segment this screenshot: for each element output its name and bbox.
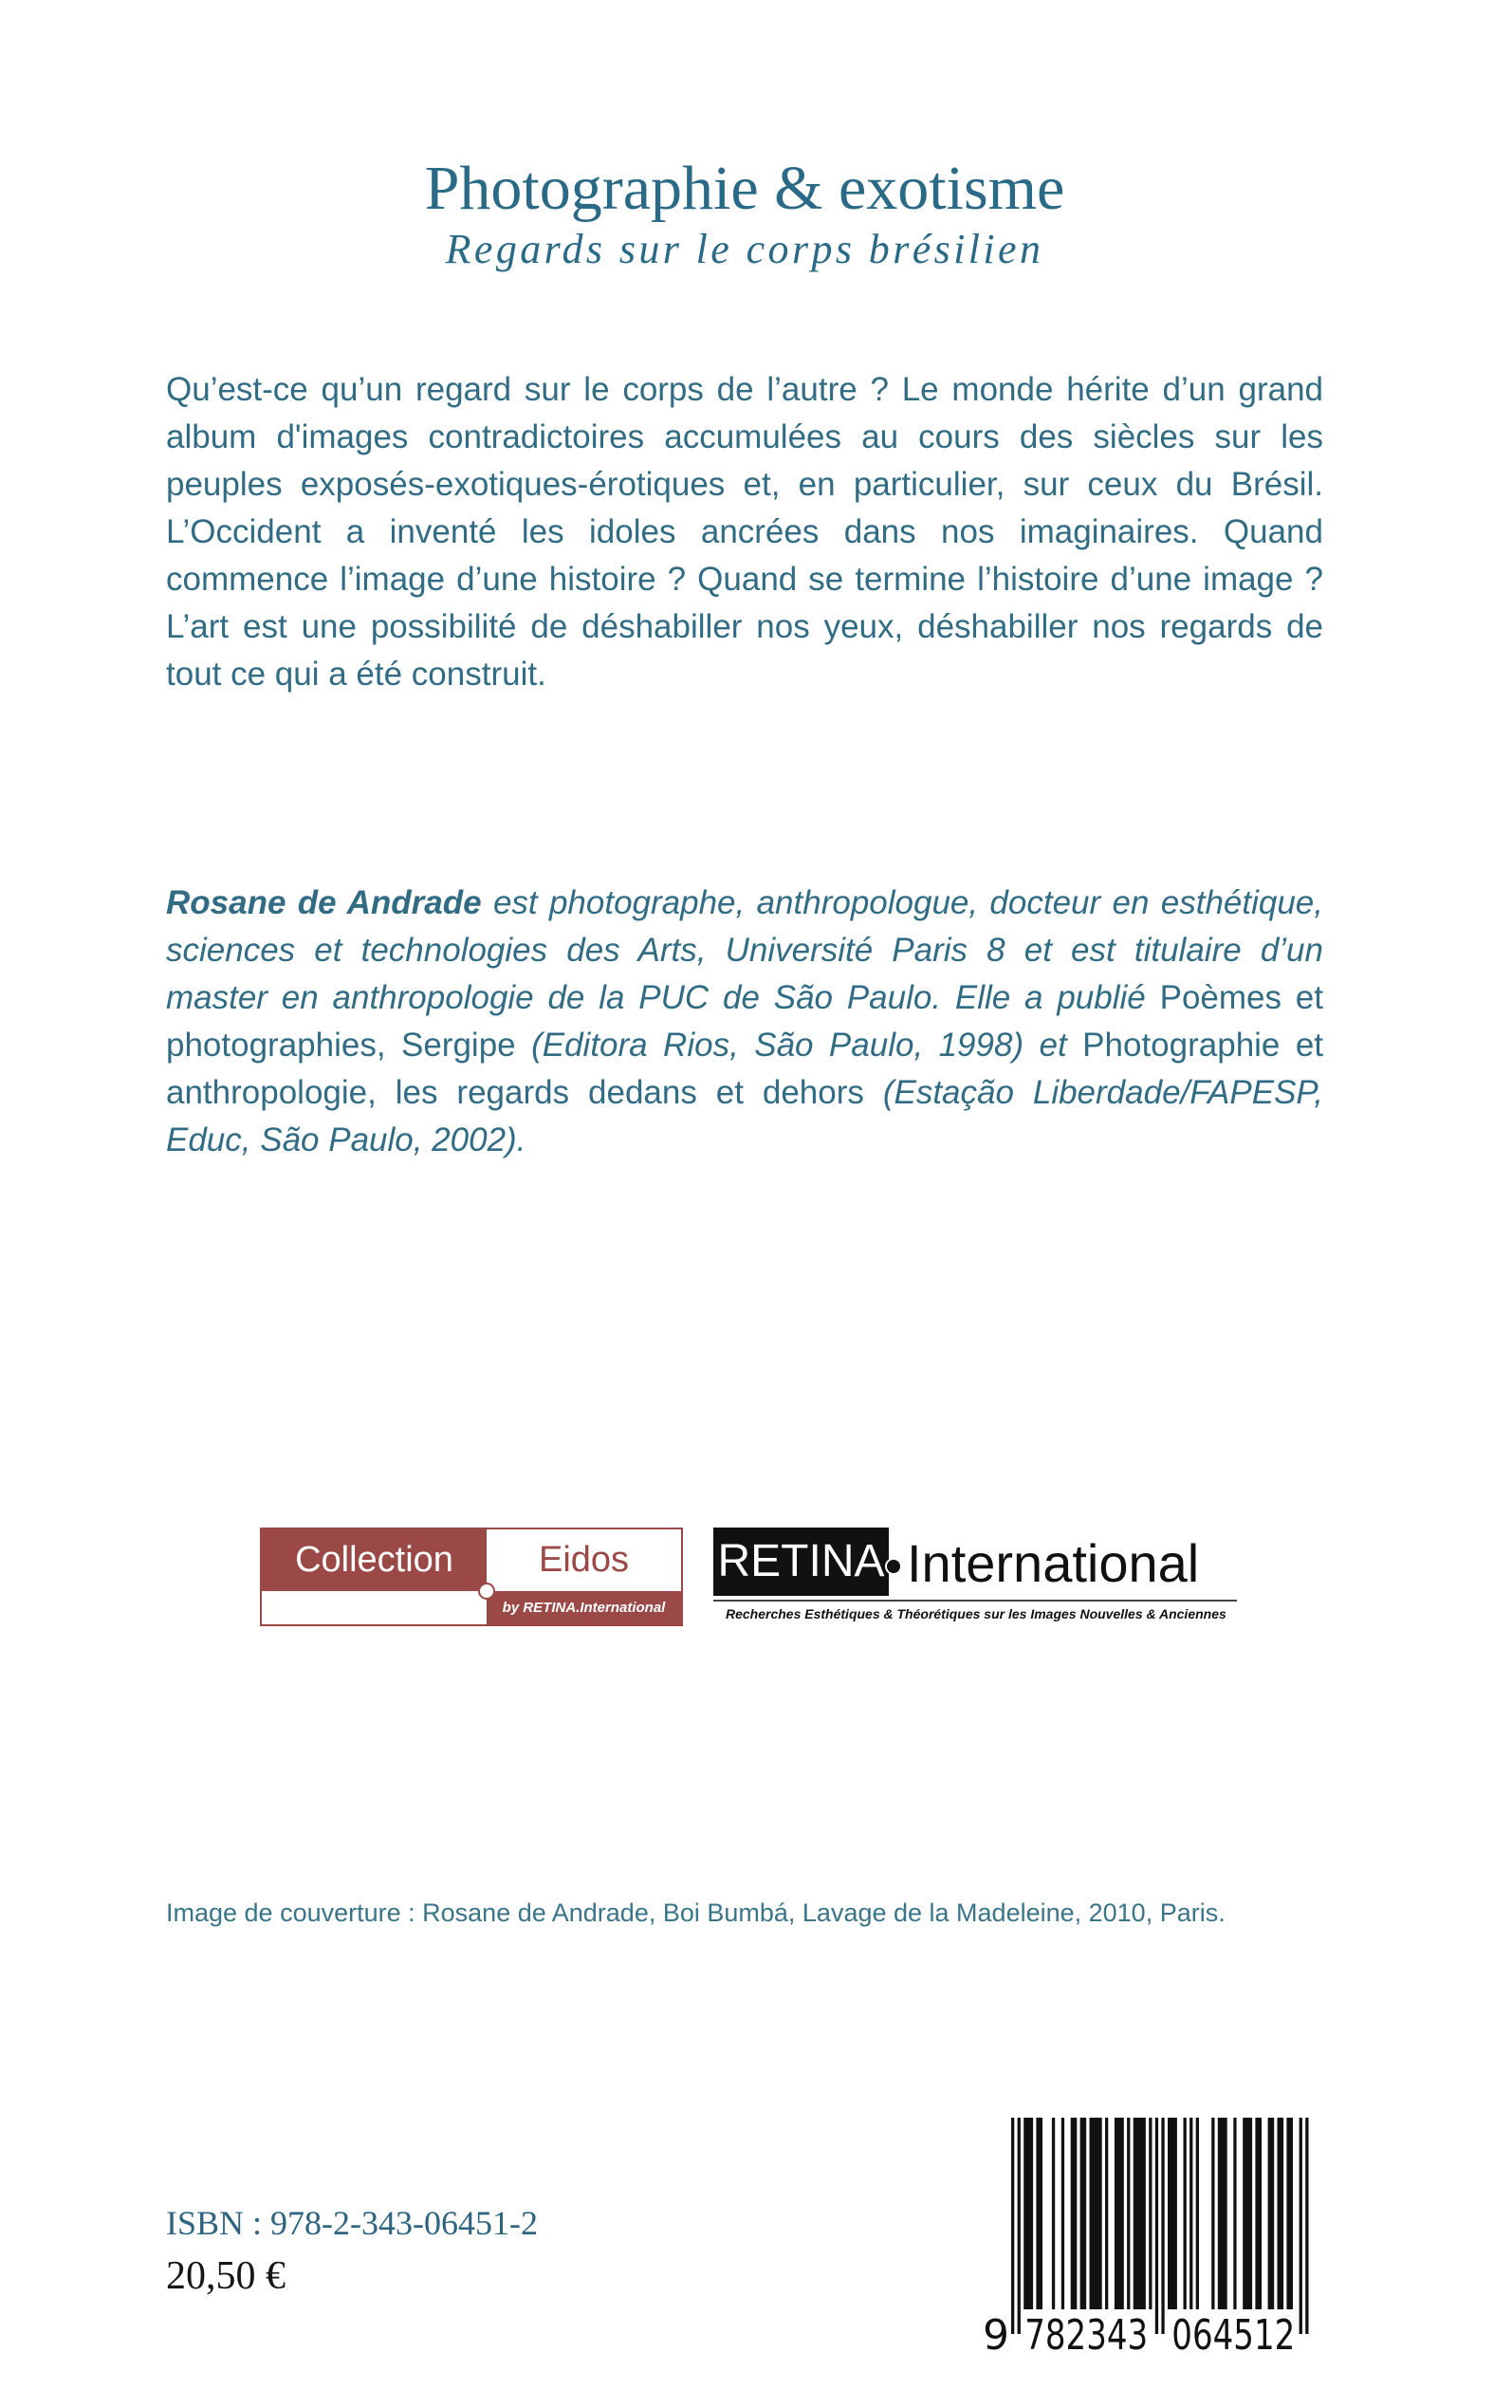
author-bio-paragraph	[166, 880, 1323, 1164]
barcode-bars	[1011, 2118, 1309, 2334]
barcode-left-digits: 782343	[1024, 2311, 1149, 2360]
barcode-bar	[1105, 2118, 1108, 2309]
barcode-guard-bar	[1161, 2118, 1164, 2334]
barcode-guard-bar	[1305, 2118, 1308, 2334]
barcode-bar	[1036, 2118, 1042, 2309]
barcode-guard-bar	[1018, 2118, 1021, 2334]
barcode-bar	[1168, 2118, 1177, 2309]
retina-logo-dot	[885, 1558, 902, 1575]
barcode-bar	[1286, 2118, 1293, 2309]
barcode-bar	[1243, 2118, 1252, 2309]
barcode-guard-bar	[1011, 2118, 1014, 2334]
barcode-bar	[1211, 2118, 1214, 2309]
barcode-bar	[1080, 2118, 1087, 2309]
barcode-bar	[1061, 2118, 1064, 2309]
author-name: Rosane de Andrade	[166, 884, 482, 921]
title-block	[365, 151, 1124, 276]
barcode-bar	[1268, 2118, 1275, 2309]
barcode-bar	[1149, 2118, 1152, 2309]
book-subtitle: Regards sur le corps brésilien	[445, 226, 1044, 272]
retina-international-logo	[713, 1528, 1237, 1626]
collection-byline: by RETINA.International	[487, 1591, 681, 1624]
book-reference-1-publisher: (Editora Rios, São Paulo, 1998) et	[531, 1027, 1067, 1064]
barcode-right-digits: 064512	[1171, 2311, 1296, 2360]
barcode-bar	[1184, 2118, 1187, 2309]
barcode-bar	[1218, 2118, 1227, 2309]
summary-paragraph: Qu’est-ce qu’un regard sur le corps de l’autre ? Le monde hérite d’un grand album d'images contradictoires accumulées au cours des siècles sur les peuples exposés-exotiques-érotiques et, en particulier, sur ceux du Brésil. L’Occident a inventé les idoles ancrées dans nos imaginaires. Quand commence l’image d’une histoire ? Quand se termine l’histoire d’une image ? L’art est une possibilité de déshabiller nos yeux, déshabiller nos regards de tout ce qui a été construit.	[166, 371, 1323, 693]
barcode-guard-bar	[1300, 2118, 1302, 2334]
book-reference-1: Poèmes et photographies, Sergipe	[166, 979, 1323, 1064]
barcode-bar	[1127, 2118, 1130, 2309]
barcode-bar	[1134, 2118, 1146, 2309]
price: 20,50 €	[166, 2254, 286, 2298]
collection-name: Eidos	[487, 1529, 681, 1591]
isbn: ISBN : 978-2-343-06451-2	[166, 2204, 538, 2242]
collection-label: Collection	[262, 1529, 487, 1591]
barcode-bar	[1023, 2118, 1033, 2309]
barcode-bar	[1278, 2118, 1284, 2309]
collection-logo-dot	[478, 1583, 495, 1600]
barcode-guard-bar	[1155, 2118, 1158, 2334]
barcode-bar	[1090, 2118, 1102, 2309]
collection-logo-blank-cell	[262, 1591, 487, 1624]
collection-eidos-logo	[260, 1528, 683, 1626]
cover-image-credit: Image de couverture : Rosane de Andrade, Boi Bumbá, Lavage de la Madeleine, 2010, Paris.	[166, 1899, 1226, 1927]
book-reference-2-publisher: (Estação Liberdade/FAPESP, Educ, São Paulo, 2002).	[166, 1074, 1323, 1158]
barcode-bar	[1196, 2118, 1199, 2309]
retina-logo-rule	[713, 1600, 1237, 1602]
barcode-bar	[1071, 2118, 1078, 2309]
retina-suffix: International	[907, 1533, 1200, 1593]
barcode-bar	[1233, 2118, 1236, 2309]
book-reference-2: Photographie et anthropologie, les regards dedans et dehors	[166, 1027, 1324, 1111]
barcode-bar	[1052, 2118, 1055, 2309]
barcode-bar	[1115, 2118, 1124, 2309]
retina-name: RETINA	[713, 1528, 889, 1596]
retina-tagline: Recherches Esthétiques & Théorétiques sur les Images Nouvelles & Anciennes	[726, 1606, 1226, 1621]
barcode-lead-digit: 9	[983, 2311, 1009, 2360]
ean13-barcode	[983, 2116, 1315, 2360]
author-bio-text: est photographe, anthropologue, docteur en esthétique, sciences et technologies des Arts, Université Paris 8 et est titulaire d’un master en anthropologie de la PUC de São Paulo. Elle a publié	[166, 884, 1324, 1016]
barcode-bar	[1255, 2118, 1262, 2309]
barcode-bar	[1189, 2118, 1192, 2309]
book-title: Photographie & exotisme	[424, 154, 1065, 223]
